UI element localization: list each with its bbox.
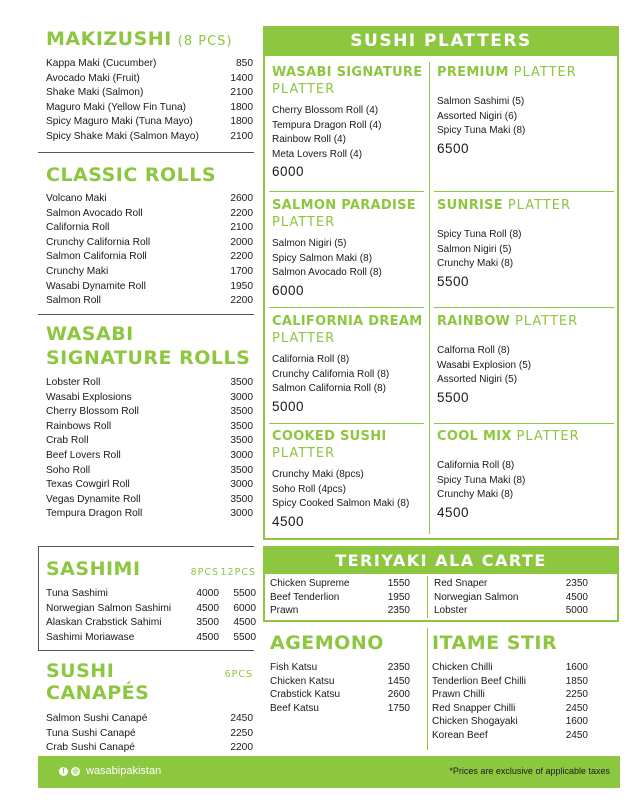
divider-lower-left <box>38 546 39 650</box>
item-price: 5000 <box>565 605 588 616</box>
menu-item <box>432 661 588 675</box>
item-name: Soho Roll <box>46 464 91 476</box>
makizushi-list <box>46 57 253 145</box>
platter-item: Crunchy Maki (8pcs) <box>272 469 364 480</box>
canapes-title: SUSHI CANAPÉS <box>46 660 150 704</box>
item-name: Sashimi Moriawase <box>46 631 135 643</box>
platter-card <box>437 313 613 405</box>
platter-item: Crunchy Maki (8) <box>437 489 514 500</box>
sashimi-title: SASHIMI <box>46 558 141 580</box>
teriyaki-right-list <box>434 577 588 618</box>
item-price: 2200 <box>230 742 253 754</box>
platters-vdivider <box>429 62 430 534</box>
item-price: 3000 <box>230 508 253 520</box>
platter-card <box>437 64 613 156</box>
item-price: 2250 <box>565 689 588 700</box>
signature-title-line2: SIGNATURE ROLLS <box>46 347 251 369</box>
menu-item <box>46 391 253 406</box>
item-name: Fish Katsu <box>270 662 318 673</box>
item-name: Crabstick Katsu <box>270 689 341 700</box>
item-name: Crunchy Maki <box>46 265 109 277</box>
platter-title <box>437 64 613 81</box>
item-name: Tuna Sushi Canapé <box>46 727 136 739</box>
menu-item <box>46 115 253 130</box>
menu-item <box>434 591 588 605</box>
agemono-section <box>270 632 410 715</box>
item-price: 3500 <box>230 406 253 418</box>
menu-item <box>46 507 253 522</box>
platter-item: Calforna Roll (8) <box>437 345 510 356</box>
social-handle[interactable] <box>59 765 161 777</box>
item-price: 1450 <box>387 675 410 687</box>
menu-item <box>46 631 256 646</box>
item-price: 1950 <box>387 591 410 603</box>
signature-title-line1: WASABI <box>46 323 134 345</box>
item-name: Alaskan Crabstick Sahimi <box>46 617 162 629</box>
menu-item <box>432 715 588 729</box>
item-price: 850 <box>236 58 253 69</box>
item-name: Avocado Maki (Fruit) <box>46 72 140 84</box>
menu-item <box>46 207 253 222</box>
item-name: Salmon California Roll <box>46 251 147 263</box>
item-price: 3500 <box>230 377 253 388</box>
platter-price: 4500 <box>272 513 305 529</box>
platter-title-main: WASABI SIGNATURE <box>272 65 423 80</box>
platter-title-main: CALIFORNIA DREAM <box>272 314 423 329</box>
platter-card <box>272 428 427 529</box>
menu-item <box>46 602 256 617</box>
platter-card <box>272 64 427 179</box>
makizushi-subtitle: (8 PCS) <box>177 34 233 49</box>
platter-item: Spicy Tuna Maki (8) <box>437 125 526 136</box>
platter-title-main: SUNRISE <box>437 198 503 213</box>
item-name: Rainbows Roll <box>46 420 112 432</box>
item-price: 3500 <box>230 420 253 432</box>
item-name: Texas Cowgirl Roll <box>46 479 130 491</box>
platter-item: Assorted Nigiri (5) <box>437 374 518 385</box>
item-price: 3000 <box>230 391 253 403</box>
item-price: 2200 <box>230 295 253 307</box>
item-name: Salmon Avocado Roll <box>46 207 143 219</box>
classic-title: CLASSIC ROLLS <box>46 164 217 186</box>
item-price-8pcs: 4000 <box>196 588 219 599</box>
platter-title-sub: PLATTER <box>507 198 571 213</box>
menu-item <box>46 478 253 493</box>
item-name: Red Snapper Chilli <box>432 702 516 714</box>
item-price: 2350 <box>387 662 410 673</box>
item-price: 2450 <box>230 713 253 724</box>
menu-item <box>46 236 253 251</box>
item-name: Chicken Chilli <box>432 662 493 673</box>
platter-item: Salmon Sashimi (5) <box>437 96 525 107</box>
item-price-12pcs: 5500 <box>233 588 256 599</box>
item-price: 2350 <box>565 578 588 589</box>
platter-item: Salmon Nigiri (5) <box>437 243 512 255</box>
agemono-list <box>270 661 410 715</box>
platter-items <box>437 459 613 503</box>
signature-list <box>46 376 253 522</box>
item-name: Tempura Dragon Roll <box>46 508 143 520</box>
menu-item <box>270 675 410 689</box>
platter-price: 4500 <box>437 504 470 520</box>
platter-item: Rainbow Roll (4) <box>272 134 346 145</box>
item-price: 2100 <box>230 222 253 234</box>
item-price-12pcs: 4500 <box>233 617 256 629</box>
itame-title: ITAME STIR <box>432 632 558 654</box>
platter-items <box>272 237 427 281</box>
sashimi-list <box>46 587 256 645</box>
menu-item <box>432 675 588 689</box>
platter-item: California Roll (8) <box>272 354 350 365</box>
item-name: Norwegian Salmon <box>434 591 519 603</box>
platter-card <box>272 313 427 414</box>
menu-item <box>46 616 256 631</box>
teriyaki-left-list <box>270 577 410 618</box>
platter-item: Tempura Dragon Roll (4) <box>272 119 382 131</box>
item-name: Spicy Maguro Maki (Tuna Mayo) <box>46 116 193 128</box>
item-price: 2600 <box>230 193 253 204</box>
platter-title <box>272 428 427 462</box>
item-name: Kappa Maki (Cucumber) <box>46 58 157 69</box>
item-price-8pcs: 4500 <box>196 602 219 614</box>
item-name: Prawn Chilli <box>432 689 485 700</box>
platter-item: Spicy Salmon Maki (8) <box>272 252 373 264</box>
platter-item: Spicy Cooked Salmon Maki (8) <box>272 498 410 509</box>
item-name: Korean Beef <box>432 729 488 741</box>
platter-title-sub: PLATTER <box>272 331 336 346</box>
menu-item <box>46 86 253 101</box>
menu-item <box>46 72 253 87</box>
instagram-icon[interactable]: ◎ <box>72 767 79 775</box>
menu-item <box>432 729 588 743</box>
item-price-8pcs: 4500 <box>196 631 219 643</box>
agemono-title: AGEMONO <box>270 632 384 654</box>
platter-title-main: COOL MIX <box>437 429 512 444</box>
platter-price: 5000 <box>272 398 305 414</box>
platter-item: Salmon California Roll (8) <box>272 383 386 394</box>
menu-item <box>434 604 588 618</box>
item-name: Beef Tenderlion <box>270 591 340 603</box>
item-price-12pcs: 6000 <box>233 602 256 614</box>
menu-item <box>270 591 410 605</box>
item-price: 2450 <box>565 729 588 741</box>
item-name: Lobster <box>434 605 468 616</box>
makizushi-section <box>46 28 253 145</box>
item-price: 3500 <box>230 464 253 476</box>
item-name: Chicken Shogayaki <box>432 716 518 727</box>
item-name: Crab Roll <box>46 435 89 447</box>
item-name: Beef Lovers Roll <box>46 449 121 461</box>
platters-hdivider-2b <box>434 307 614 308</box>
platter-item: Spicy Tuna Maki (8) <box>437 474 526 486</box>
item-price: 1750 <box>387 702 410 714</box>
sashimi-section <box>46 558 256 645</box>
makizushi-title: MAKIZUSHI <box>46 28 172 50</box>
menu-item <box>46 727 253 742</box>
item-price: 2350 <box>387 605 410 616</box>
teriyaki-vdivider <box>427 576 428 618</box>
platter-item: Meta Lovers Roll (4) <box>272 148 363 160</box>
item-price: 4500 <box>565 591 588 603</box>
item-price: 1950 <box>230 280 253 292</box>
platter-price: 5500 <box>437 273 470 289</box>
divider-classic <box>38 314 254 315</box>
platter-title-main: SALMON PARADISE <box>272 198 416 213</box>
menu-item <box>46 420 253 435</box>
platter-title <box>272 197 427 231</box>
item-name: Salmon Sushi Canapé <box>46 713 148 724</box>
platter-card <box>272 197 427 298</box>
item-name: Shake Maki (Salmon) <box>46 87 144 99</box>
platter-price: 5500 <box>437 389 470 405</box>
menu-item <box>46 57 253 72</box>
menu-item <box>46 280 253 295</box>
item-name: Norwegian Salmon Sashimi <box>46 602 172 614</box>
item-name: Red Snaper <box>434 578 488 589</box>
menu-item <box>46 741 253 756</box>
platters-hdivider-2 <box>269 307 424 308</box>
platter-item: Spicy Tuna Roll (8) <box>437 229 522 240</box>
menu-item <box>46 101 253 116</box>
item-name: Beef Katsu <box>270 702 319 714</box>
menu-item <box>46 464 253 479</box>
item-price: 3000 <box>230 449 253 461</box>
item-price: 2250 <box>230 727 253 739</box>
item-name: Tenderlion Beef Chilli <box>432 675 526 687</box>
item-price: 3500 <box>230 493 253 505</box>
item-name: Lobster Roll <box>46 377 101 388</box>
item-price: 1850 <box>565 675 588 687</box>
menu-item <box>270 577 410 591</box>
menu-item <box>46 250 253 265</box>
platter-item: Crunchy Maki (8) <box>437 258 514 269</box>
item-price: 1600 <box>565 716 588 727</box>
item-price: 2100 <box>230 130 253 142</box>
item-price: 1800 <box>230 116 253 128</box>
item-price: 2600 <box>387 689 410 700</box>
itame-list <box>432 661 588 742</box>
menu-item <box>46 376 253 391</box>
classic-list <box>46 192 253 309</box>
item-name: Salmon Roll <box>46 295 101 307</box>
platter-title-main: COOKED SUSHI <box>272 429 387 444</box>
platter-title-main: RAINBOW <box>437 314 511 329</box>
platter-item: Wasabi Explosion (5) <box>437 359 532 371</box>
item-name: Wasabi Explosions <box>46 391 132 403</box>
item-price: 1800 <box>230 101 253 113</box>
item-price: 2100 <box>230 87 253 99</box>
platter-price: 6500 <box>437 140 470 156</box>
platters-hdivider-3b <box>434 423 614 424</box>
item-price: 1700 <box>230 265 253 277</box>
menu-item <box>270 661 410 675</box>
platter-title <box>272 64 427 98</box>
facebook-icon[interactable]: f <box>59 767 68 776</box>
platter-item: Salmon Nigiri (5) <box>272 238 347 249</box>
menu-item <box>432 702 588 716</box>
platter-items <box>272 104 427 162</box>
platter-item: Soho Roll (4pcs) <box>272 483 346 495</box>
platter-item: California Roll (8) <box>437 460 515 471</box>
platter-title-main: PREMIUM <box>437 65 509 80</box>
item-name: Maguro Maki (Yellow Fin Tuna) <box>46 101 187 113</box>
menu-item <box>432 688 588 702</box>
teriyaki-title: TERIYAKI ALA CARTE <box>263 546 619 574</box>
item-price: 2000 <box>230 236 253 248</box>
item-name: Spicy Shake Maki (Salmon Mayo) <box>46 130 199 142</box>
platter-title <box>272 313 427 347</box>
itame-section <box>432 632 588 742</box>
platter-items <box>437 228 613 272</box>
platter-items <box>272 353 427 397</box>
platter-item: Crunchy California Roll (8) <box>272 368 390 380</box>
sashimi-col-8pcs: 8PCS <box>190 567 219 578</box>
menu-item <box>46 294 253 309</box>
menu-item <box>46 587 256 602</box>
platter-title-sub: PLATTER <box>272 82 336 97</box>
social-handle-text: wasabipakistan <box>86 765 162 777</box>
canapes-subtitle: 6PCS <box>224 669 253 680</box>
menu-item <box>270 688 410 702</box>
sashimi-col-12pcs: 12PCS <box>220 567 256 578</box>
item-price: 2200 <box>230 207 253 219</box>
menu-item <box>46 221 253 236</box>
item-name: Volcano Maki <box>46 193 107 204</box>
platter-items <box>437 344 613 388</box>
platter-title-sub: PLATTER <box>272 446 336 461</box>
item-name: Crunchy California Roll <box>46 236 151 248</box>
agemono-itame-divider <box>427 628 428 750</box>
menu-item <box>46 712 253 727</box>
signature-section <box>46 322 253 522</box>
platter-title-sub: PLATTER <box>513 65 577 80</box>
platter-card <box>437 197 613 289</box>
item-price: 2200 <box>230 251 253 263</box>
item-name: Tuna Sashimi <box>46 588 108 599</box>
menu-item <box>46 449 253 464</box>
item-price: 2450 <box>565 702 588 714</box>
menu-item <box>46 493 253 508</box>
item-price: 1550 <box>387 578 410 589</box>
tax-note: *Prices are exclusive of applicable taxes <box>449 766 610 776</box>
platters-title: SUSHI PLATTERS <box>263 26 619 56</box>
menu-item <box>46 434 253 449</box>
item-price: 3000 <box>230 479 253 491</box>
platter-item: Cherry Blossom Roll (4) <box>272 105 379 116</box>
item-name: Cherry Blossom Roll <box>46 406 139 418</box>
classic-section <box>46 164 253 309</box>
platter-title <box>437 313 613 330</box>
footer-bar <box>38 756 620 788</box>
platters-hdivider-3 <box>269 423 424 424</box>
menu-item <box>270 604 410 618</box>
item-price-8pcs: 3500 <box>196 617 219 629</box>
item-name: Crab Sushi Canapé <box>46 742 135 754</box>
menu-item <box>434 577 588 591</box>
platter-title-sub: PLATTER <box>272 215 336 230</box>
platter-title <box>437 428 613 445</box>
sashimi-heading <box>46 558 256 580</box>
platter-item: Salmon Avocado Roll (8) <box>272 267 382 278</box>
canapes-heading <box>46 660 253 704</box>
item-price: 1400 <box>230 72 253 84</box>
platter-card <box>437 428 613 520</box>
makizushi-heading <box>46 28 253 50</box>
platter-title-sub: PLATTER <box>516 429 580 444</box>
platter-items <box>437 95 613 139</box>
divider-makizushi <box>38 152 254 153</box>
platter-price: 6000 <box>272 282 305 298</box>
item-name: Prawn <box>270 605 299 616</box>
item-price-12pcs: 5500 <box>233 631 256 643</box>
item-name: Chicken Katsu <box>270 675 335 687</box>
platter-title <box>437 197 613 214</box>
item-name: Chicken Supreme <box>270 578 350 589</box>
menu-item <box>46 265 253 280</box>
menu-item <box>46 130 253 145</box>
item-price: 1600 <box>565 662 588 673</box>
divider-sashimi <box>38 650 254 651</box>
item-name: Vegas Dynamite Roll <box>46 493 141 505</box>
canapes-section <box>46 660 253 770</box>
platters-hdivider-1 <box>269 191 424 192</box>
item-name: Wasabi Dynamite Roll <box>46 280 146 292</box>
platter-item: Assorted Nigiri (6) <box>437 110 518 122</box>
platters-hdivider-1b <box>434 191 614 192</box>
item-name: California Roll <box>46 222 110 234</box>
platter-items <box>272 468 427 512</box>
item-price: 3500 <box>230 435 253 447</box>
platter-title-sub: PLATTER <box>515 314 579 329</box>
menu-item <box>270 702 410 716</box>
menu-item <box>46 192 253 207</box>
platter-price: 6000 <box>272 164 305 179</box>
menu-item <box>46 405 253 420</box>
divider-lower-top <box>38 546 254 547</box>
